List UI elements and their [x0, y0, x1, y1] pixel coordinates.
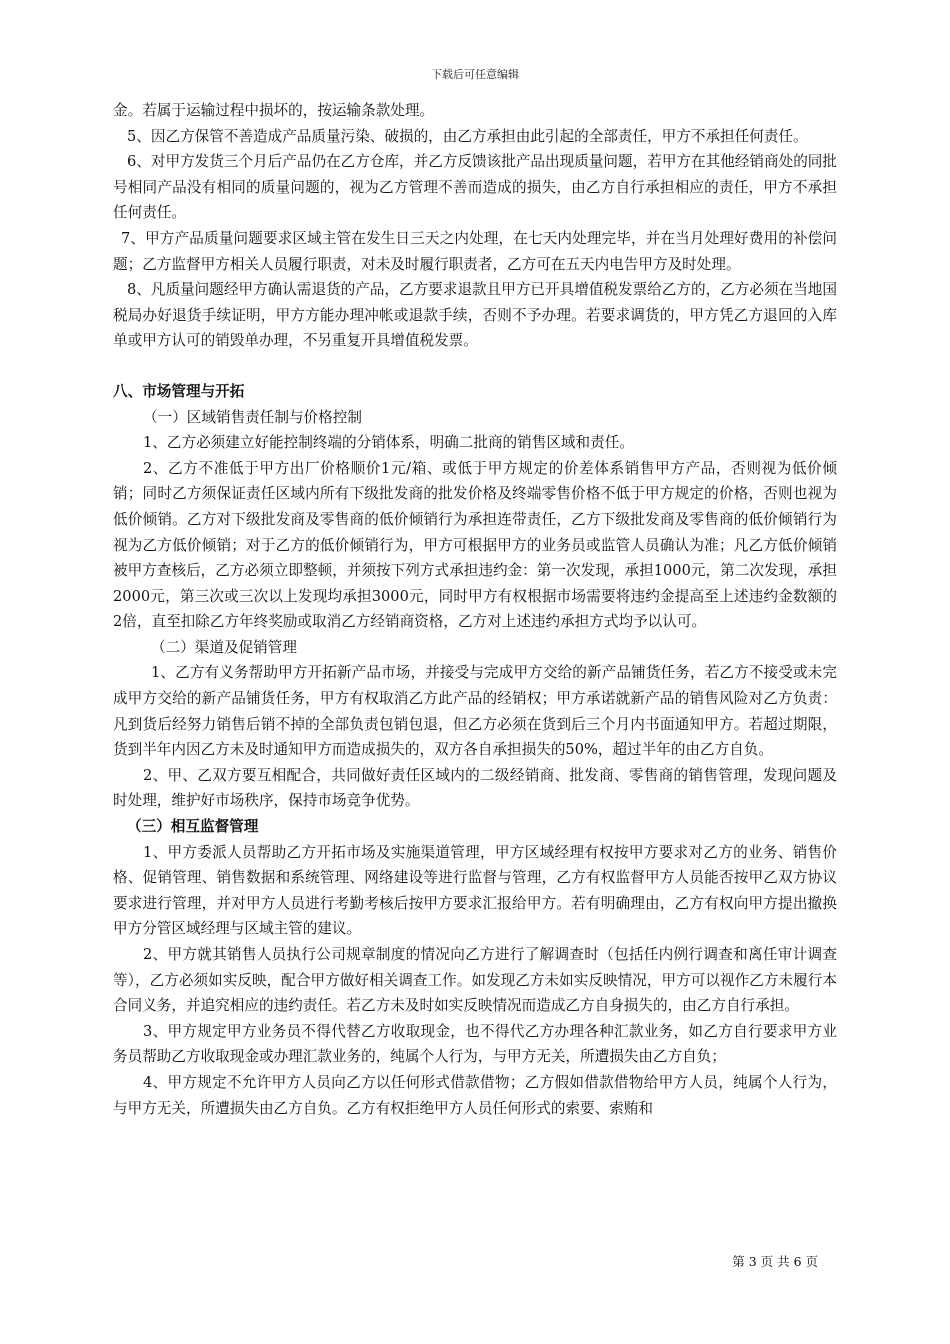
- subsection-3-paragraph-3: 3、甲方规定甲方业务员不得代替乙方收取现金，也不得代乙方办理各种汇款业务，如乙方自行要求甲方业务员帮助乙方收取现金或办理汇款业务的，纯属个人行为，与甲方无关，所遭损失由乙方自负；: [113, 1022, 837, 1066]
- subsection-1-paragraph-2: 2、乙方不准低于甲方出厂价格顺价1元/箱、或低于甲方规定的价差体系销售甲方产品，否则视为低价倾销；同时乙方须保证责任区域内所有下级批发商的批发价格及终端零售价格不低于甲方规定的价格，否则也视为低价倾销。乙方对下级批发商及零售商的低价倾销行为承担连带责任，乙方下级批发商及零售商的低价倾销行为视为乙方低价倾销；对于乙方的低价倾销行为，甲方可根据甲方的业务员或监管人员确认为准；凡乙方低价倾销被甲方查核后，乙方必须立即整顿，并须按下列方式承担违约金：第一次发现，承担1000元，第二次发现，承担2000元，第三次或三次以上发现均承担3000元，同时甲方有权根据市场需要将违约金提高至上述违约金数额的2倍，直至扣除乙方年终奖励或取消乙方经销商资格，乙方对上述违约承担方式均予以认可。: [113, 459, 837, 631]
- paragraph-item-5: 5、因乙方保管不善造成产品质量污染、破损的，由乙方承担由此引起的全部责任，甲方不承担任何责任。: [127, 127, 808, 145]
- subsection-3-paragraph-1: 1、甲方委派人员帮助乙方开拓市场及实施渠道管理，甲方区域经理有权按甲方要求对乙方的业务、销售价格、促销管理、销售数据和系统管理、网络建设等进行监督与管理，乙方有权监督甲方人员能否按甲乙双方协议要求进行管理，并对甲方人员进行考勤考核后按甲方要求汇报给甲方。若有明确理由，乙方有权向甲方提出撤换甲方分管区域经理与区域主管的建议。: [113, 843, 837, 938]
- paragraph-continuation: 金。若属于运输过程中损坏的，按运输条款处理。: [113, 102, 435, 119]
- section-spacer: [113, 354, 837, 379]
- subsection-2-paragraph-2: 2、甲、乙双方要互相配合，共同做好责任区域内的二级经销商、批发商、零售商的销售管理，发现问题及时处理，维护好市场秩序，保持市场竞争优势。: [113, 766, 837, 810]
- page-header: 下载后可任意编辑: [431, 68, 519, 81]
- subsection-2-paragraph-1: 1、乙方有义务帮助甲方开拓新产品市场，并接受与完成甲方交给的新产品铺货任务，若乙方不接受或未完成甲方交给的新产品铺货任务，甲方有权取消乙方此产品的经销权；甲方承诺就新产品的销售风险对乙方负责：凡到货后经努力销售后销不掉的全部负责包销包退，但乙方必须在货到后三个月内书面通知甲方。若超过期限，货到半年内因乙方未及时通知甲方而造成损失的，双方各自承担损失的50%，超过半年的由乙方自负。: [113, 664, 837, 759]
- subsection-1-paragraph-1: 1、乙方必须建立好能控制终端的分销体系，明确二批商的销售区域和责任。: [143, 434, 634, 452]
- subsection-1-title: （一）区域销售责任制与价格控制: [143, 408, 362, 426]
- document-body: [113, 98, 837, 1121]
- subsection-3-title: （三）相互监督管理: [127, 818, 259, 836]
- subsection-2-title: （二）渠道及促销管理: [151, 638, 297, 656]
- subsection-3-paragraph-2: 2、甲方就其销售人员执行公司规章制度的情况向乙方进行了解调查时（包括任内例行调查和离任审计调查等），乙方必须如实反映，配合甲方做好相关调查工作。如发现乙方未如实反映情况，甲方可以视作乙方未履行本合同义务，并追究相应的违约责任。若乙方未及时如实反映情况而造成乙方自身损失的，由乙方自行承担。: [113, 946, 837, 1015]
- paragraph-item-8: 8、凡质量问题经甲方确认需退货的产品，乙方要求退款且甲方已开具增值税发票给乙方的，乙方必须在当地国税局办好退货手续证明，甲方方能办理冲帐或退款手续，否则不予办理。若要求调货的，甲方凭乙方退回的入库单或甲方认可的销毁单办理，不另重复开具增值税发票。: [113, 281, 837, 350]
- subsection-3-paragraph-4: 4、甲方规定不允许甲方人员向乙方以任何形式借款借物；乙方假如借款借物给甲方人员，纯属个人行为，与甲方无关，所遭损失由乙方自负。乙方有权拒绝甲方人员任何形式的索要、索贿和: [113, 1073, 837, 1117]
- paragraph-item-6: 6、对甲方发货三个月后产品仍在乙方仓库，并乙方反馈该批产品出现质量问题，若甲方在其他经销商处的同批号相同产品没有相同的质量问题的，视为乙方管理不善而造成的损失，由乙方自行承担相应的责任，甲方不承担任何责任。: [113, 153, 837, 222]
- paragraph-item-7: 7、甲方产品质量问题要求区域主管在发生日三天之内处理，在七天内处理完毕，并在当月处理好费用的补偿问题；乙方监督甲方相关人员履行职责，对未及时履行职责者，乙方可在五天内电告甲方及时处理。: [113, 229, 837, 273]
- section-8-title: 八、市场管理与开拓: [113, 382, 245, 400]
- page-number-footer: 第 3 页 共 6 页: [732, 1254, 818, 1269]
